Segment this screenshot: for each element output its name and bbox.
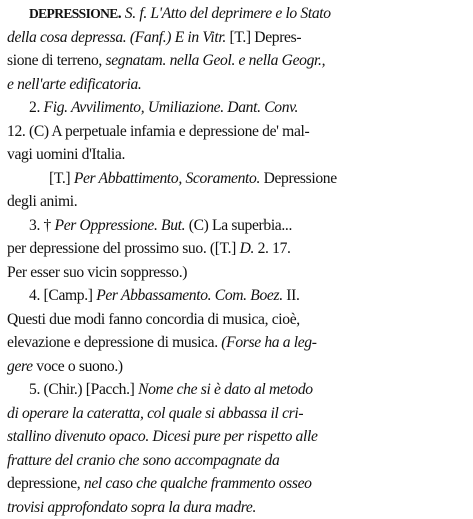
text-run: Nome che si è dato al metodo — [138, 381, 313, 398]
entry-line — [7, 449, 467, 473]
text-run: II. — [283, 287, 300, 304]
entry-line — [7, 190, 467, 214]
text-run: Per esser suo vicin soppresso.) — [7, 264, 187, 281]
sense-line — [7, 214, 467, 238]
entry-line — [7, 472, 467, 496]
text-run: . — [118, 5, 125, 22]
text-run: Per Abbassamento. Com. Boez. — [96, 287, 283, 304]
sense-line — [7, 96, 467, 120]
text-run: (C) La superbia... — [185, 217, 292, 234]
entry-line — [7, 26, 467, 50]
text-run: per depressione del prossimo suo. ([T.] — [7, 240, 240, 257]
text-run: Questi due modi fanno concordia di musica, cioè, — [7, 311, 300, 328]
text-run: D. — [240, 240, 254, 257]
text-run: Per Oppressione. But. — [55, 217, 186, 234]
text-run: 12. (C) A perpetuale infamia e depressione de' mal- — [7, 123, 309, 140]
entry-line — [7, 425, 467, 449]
text-run: 5. (Chir.) [Pacch.] — [29, 381, 138, 398]
entry-line — [7, 2, 467, 26]
entry-line — [7, 261, 467, 285]
sense-line — [7, 167, 467, 191]
text-run: stallino divenuto opaco. Dicesi pure per rispetto alle — [7, 428, 318, 445]
text-run: vagi uomini d'Italia. — [7, 146, 125, 163]
text-run: degli animi. — [7, 193, 77, 210]
text-run: fratture del cranio che sono accompagnate da — [7, 452, 279, 469]
text-run: nel caso che qualche frammento osseo — [84, 475, 312, 492]
text-run: della cosa depressa. (Fanf.) E in Vitr. — [7, 29, 229, 46]
text-run: segnatam. nella Geol. e nella Geogr., — [106, 52, 326, 69]
entry-line — [7, 73, 467, 97]
text-run: trovisi approfondato sopra la dura madre. — [7, 499, 256, 516]
text-run: Fig. Avvilimento, Umiliazione. Dant. Conv. — [44, 99, 299, 116]
entry-line — [7, 143, 467, 167]
entry-line — [7, 402, 467, 426]
text-run: sione di terreno, — [7, 52, 106, 69]
text-run: [T.] Depres- — [229, 29, 301, 46]
entry-line — [7, 496, 467, 519]
text-run: e nell'arte edificatoria. — [7, 76, 141, 93]
text-run: di operare la cateratta, col quale si abbassa il cri- — [7, 405, 303, 422]
entry-line — [7, 355, 467, 379]
entry-line — [7, 331, 467, 355]
text-run: 2. — [29, 99, 44, 116]
text-run: 2. 17. — [254, 240, 291, 257]
sense-line — [7, 284, 467, 308]
text-run: 3. † — [29, 217, 55, 234]
entry-line — [7, 49, 467, 73]
text-run: elevazione e depressione di musica. — [7, 334, 221, 351]
text-run: DEPRESSIONE — [29, 6, 118, 21]
sense-line — [7, 378, 467, 402]
text-run: (Forse ha a leg- — [221, 334, 316, 351]
entry-line — [7, 120, 467, 144]
text-run: Depressione — [260, 170, 337, 187]
text-run: [T.] — [49, 170, 74, 187]
text-run: voce o suono.) — [33, 358, 123, 375]
text-run: gere — [7, 358, 33, 375]
entry-line — [7, 237, 467, 261]
text-run: S. f. L'Atto del deprimere e lo Stato — [125, 5, 331, 22]
entry-line — [7, 308, 467, 332]
text-run: Per Abbattimento, Scoramento. — [74, 170, 260, 187]
text-run: 4. [Camp.] — [29, 287, 96, 304]
text-run: depressione, — [7, 475, 84, 492]
